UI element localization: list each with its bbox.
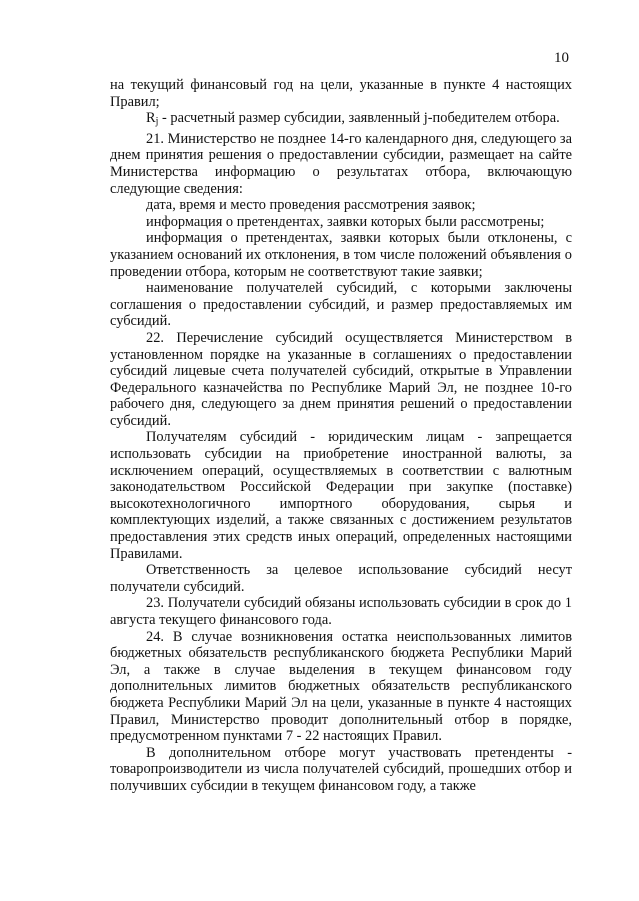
- paragraph: 21. Министерство не позднее 14-го календарного дня, следующего за днем принятия решения о предоставлении субсидии, размещает на сайте Министерства информацию о результатах отбора, включающую следующие сведения:: [110, 130, 572, 197]
- paragraph: на текущий финансовый год на цели, указанные в пункте 4 настоящих Правил;: [110, 77, 572, 110]
- paragraph: наименование получателей субсидий, с которыми заключены соглашения о предоставлении субсидий, и размер предоставляемых им субсидий.: [110, 280, 572, 330]
- paragraph: информация о претендентах, заявки которых были отклонены, с указанием оснований их отклонения, в том числе положений объявления о проведении отбора, которым не соответствуют такие заявки;: [110, 230, 572, 280]
- paragraph: 24. В случае возникновения остатка неиспользованных лимитов бюджетных обязательств республиканского бюджета Республики Марий Эл, а также в случае выделения в текущем финансовом году дополнительных лимитов бюджетных обязательств республиканского бюджета Республики Марий Эл на цели, указанные в пункте 4 настоящих Правил, Министерство проводит дополнительный отбор в порядке, предусмотренном пунктами 7 - 22 настоящих Правил.: [110, 628, 572, 745]
- page-number: 10: [554, 50, 569, 66]
- paragraph: дата, время и место проведения рассмотрения заявок;: [146, 197, 476, 214]
- document-body: [110, 77, 572, 795]
- paragraph: [110, 110, 572, 131]
- paragraph: Ответственность за целевое использование субсидий несут получатели субсидий.: [110, 562, 572, 595]
- formula-symbol: R: [146, 110, 156, 127]
- paragraph: 23. Получатели субсидий обязаны использовать субсидии в срок до 1 августа текущего финансового года.: [110, 595, 572, 628]
- paragraph: 22. Перечисление субсидий осуществляется Министерством в установленном порядке на указанные в соглашениях о предоставлении субсидий лицевые счета получателей субсидий, открытые в Управлении Федерального казначейства по Республике Марий Эл, не позднее 10-го рабочего дня, следующего за днем принятия решений о предоставлении субсидий.: [110, 329, 572, 429]
- paragraph-text: - расчетный размер субсидии, заявленный j-победителем отбора.: [158, 110, 560, 127]
- paragraph: Получателям субсидий - юридическим лицам - запрещается использовать субсидии на приобретение иностранной валюты, за исключением операций, осуществляемых в соответствии с валютным законодательством Российской Федерации при закупке (поставке) высокотехнологичного импортного оборудования, сырья и комплектующих изделий, а также связанных с достижением результатов предоставления этих средств иных операций, определенных настоящими Правилами.: [110, 429, 572, 562]
- paragraph: В дополнительном отборе могут участвовать претенденты - товаропроизводители из числа получателей субсидий, прошедших отбор и получивших субсидии в текущем финансовом году, а также: [110, 744, 572, 794]
- formula-subscript: j: [155, 116, 159, 128]
- paragraph: информация о претендентах, заявки которых были рассмотрены;: [146, 213, 545, 230]
